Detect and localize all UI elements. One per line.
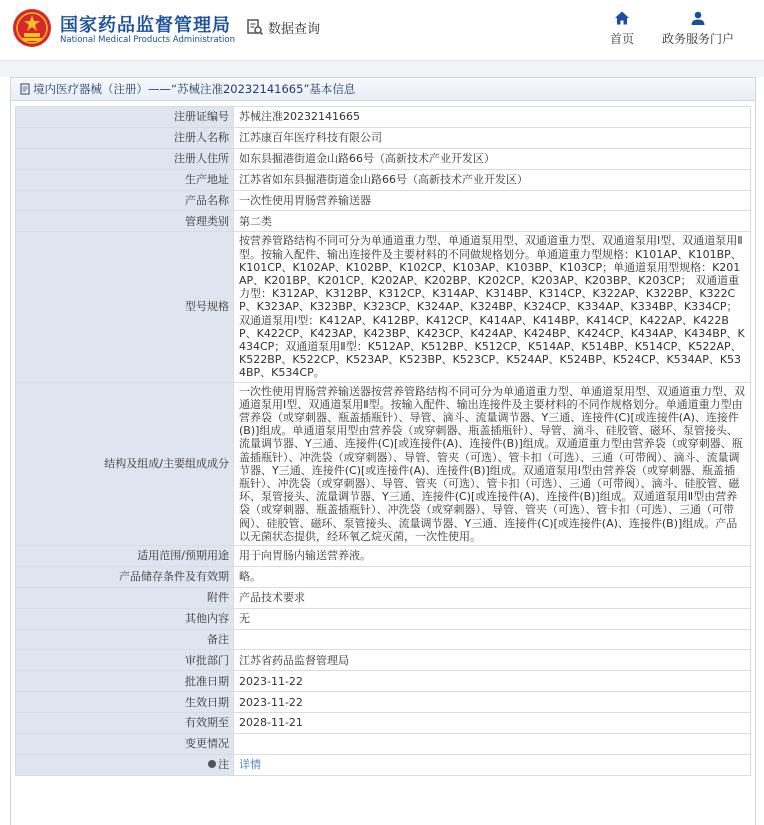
field-label: 型号规格 <box>16 232 234 382</box>
field-value: 江苏康百年医疗科技有限公司 <box>234 127 751 148</box>
field-value: 一次性使用胃肠营养输送器 <box>234 190 751 211</box>
field-label: 注册人住所 <box>16 148 234 169</box>
field-value: 如东县掘港街道金山路66号（高新技术产业开发区） <box>234 148 751 169</box>
info-table <box>15 106 751 776</box>
table-row <box>16 127 751 148</box>
nav-gov-portal[interactable] <box>654 10 742 47</box>
user-icon <box>690 10 706 26</box>
field-label: 注册证编号 <box>16 107 234 128</box>
field-value: 用于向胃肠内输送营养液。 <box>234 546 751 567</box>
table-row <box>16 650 751 671</box>
table-row <box>16 148 751 169</box>
field-label: 其他内容 <box>16 608 234 629</box>
site-name-cn[interactable]: 国家药品监督管理局 <box>60 15 231 36</box>
note-bullet-icon <box>208 760 216 768</box>
field-value: 按营养管路结构不同可分为单通道重力型、单通道泵用型、双通道重力型、双通道泵用Ⅰ型、双通道泵用Ⅱ型。按输入配件、输出连接件及主要材料的不同做规格划分。单通道重力型规格：K101AP、K101BP、K101CP、K102AP、K102BP、K102CP、K103AP、K103BP、K103CP；单通道泵用型规格：K201AP、K201BP、K201CP、K202AP、K202BP、K202CP、K203AP、K203BP、K203CP； 双通道重力型：K312AP、K312BP、K312CP、K314AP、K314BP、K314CP、K322AP、K322BP、K322CP、K323AP、K323BP、K323CP、K324AP、K324BP、K324CP、K334AP、K334BP、K334CP；双通道泵用Ⅰ型：K412AP、K412BP、K412CP、K414AP、K414BP、K414CP、K422AP、K422BP、K422CP、K423AP、K423BP、K423CP、K424AP、K424BP、K424CP、K434AP、K434BP、K434CP；双通道泵用Ⅱ型：K512AP、K512BP、K512CP、K514AP、K514BP、K514CP、K522AP、K522BP、K522CP、K523AP、K523BP、K523CP、K524AP、K524BP、K524CP、K534AP、K534BP、K534CP。 <box>234 232 751 382</box>
field-value: 江苏省药品监督管理局 <box>234 650 751 671</box>
home-icon <box>614 10 630 26</box>
table-row <box>16 382 751 545</box>
field-label: 备注 <box>16 629 234 650</box>
field-label: 注 <box>218 758 229 772</box>
details-link[interactable]: 详情 <box>239 758 261 772</box>
table-row <box>16 754 751 775</box>
header-gap <box>0 61 764 77</box>
note-value-cell <box>234 754 751 775</box>
table-row <box>16 587 751 608</box>
breadcrumb <box>11 78 755 101</box>
document-icon <box>19 83 31 95</box>
field-label: 有效期至 <box>16 713 234 734</box>
field-value: 第二类 <box>234 211 751 232</box>
table-row <box>16 169 751 190</box>
table-row <box>16 107 751 128</box>
field-value: 2028-11-21 <box>234 713 751 734</box>
field-value: 略。 <box>234 566 751 587</box>
table-row <box>16 671 751 692</box>
table-row <box>16 232 751 382</box>
field-value: 一次性使用胃肠营养输送器按营养管路结构不同可分为单通道重力型、单通道泵用型、双通道重力型、双通道泵用Ⅰ型、双通道泵用Ⅱ型。按输入配件、输出连接件及主要材料的不同作规格划分。单通道重力型由营养袋（或穿刺器、瓶盖插瓶针）、导管、滴斗、流量调节器、Y三通、连接件(C)[或连接件(A)、连接件(B)]组成。单通道泵用型由营养袋（或穿刺器、瓶盖插瓶针）、导管、滴斗、硅胶管、磁环、泵管接头、流量调节器、Y三通、连接件(C)[或连接件(A)、连接件(B)]组成。双通道重力型由营养袋（或穿刺器、瓶盖插瓶针）、冲洗袋（或穿刺器）、导管、管夹（可选）、管卡扣（可选）、三通（可带阀）、滴斗、流量调节器、Y三通、连接件(C)[或连接件(A)、连接件(B)]组成。双通道泵用Ⅰ型由营养袋（或穿刺器、瓶盖插瓶针）、冲洗袋（或穿刺器）、导管、管夹（可选）、管卡扣（可选）、三通（可带阀）、滴斗、硅胶管、磁环、泵管接头、流量调节器、Y三通、连接件(C)[或连接件(A)、连接件(B)]组成。双通道泵用Ⅱ型由营养袋（或穿刺器、瓶盖插瓶针）、冲洗袋（或穿刺器）、导管、管夹（可选）、管卡扣（可选）、三通（可带阀）、硅胶管、磁环、泵管接头、流量调节器、Y三通、连接件(C)[或连接件(A)、连接件(B)]组成。产品以无菌状态提供，经环氧乙烷灭菌，一次性使用。 <box>234 382 751 545</box>
field-label: 注册人名称 <box>16 127 234 148</box>
data-query-label: 数据查询 <box>268 21 321 37</box>
site-name-en: National Medical Products Administration <box>60 35 235 45</box>
table-row <box>16 211 751 232</box>
detail-panel <box>10 77 756 825</box>
nav-home[interactable] <box>600 10 644 47</box>
field-label: 审批部门 <box>16 650 234 671</box>
field-value <box>234 629 751 650</box>
nav-home-label: 首页 <box>609 32 634 46</box>
field-label: 批准日期 <box>16 671 234 692</box>
table-row <box>16 546 751 567</box>
table-row <box>16 608 751 629</box>
table-row <box>16 713 751 734</box>
field-label: 适用范围/预期用途 <box>16 546 234 567</box>
field-value: 无 <box>234 608 751 629</box>
field-value: 江苏省如东县掘港街道金山路66号（高新技术产业开发区） <box>234 169 751 190</box>
field-label: 产品储存条件及有效期 <box>16 566 234 587</box>
field-value: 2023-11-22 <box>234 692 751 713</box>
data-query-icon <box>246 18 264 36</box>
field-label: 产品名称 <box>16 190 234 211</box>
field-label: 变更情况 <box>16 734 234 755</box>
site-header <box>0 0 764 61</box>
field-label: 生产地址 <box>16 169 234 190</box>
data-query-link[interactable] <box>246 16 320 38</box>
field-label: 附件 <box>16 587 234 608</box>
field-value: 2023-11-22 <box>234 671 751 692</box>
field-label: 管理类别 <box>16 211 234 232</box>
field-value: 产品技术要求 <box>234 587 751 608</box>
table-row <box>16 566 751 587</box>
table-row <box>16 734 751 755</box>
table-row <box>16 629 751 650</box>
field-value: 苏械注准20232141665 <box>234 107 751 128</box>
field-value <box>234 734 751 755</box>
note-label-cell <box>16 754 234 775</box>
field-label: 生效日期 <box>16 692 234 713</box>
breadcrumb-text: 境内医疗器械（注册）——“苏械注准20232141665”基本信息 <box>33 82 356 96</box>
table-row <box>16 692 751 713</box>
field-label: 结构及组成/主要组成成分 <box>16 382 234 545</box>
national-emblem-icon <box>12 8 52 48</box>
nav-gov-portal-label: 政务服务门户 <box>661 32 734 46</box>
table-row <box>16 190 751 211</box>
